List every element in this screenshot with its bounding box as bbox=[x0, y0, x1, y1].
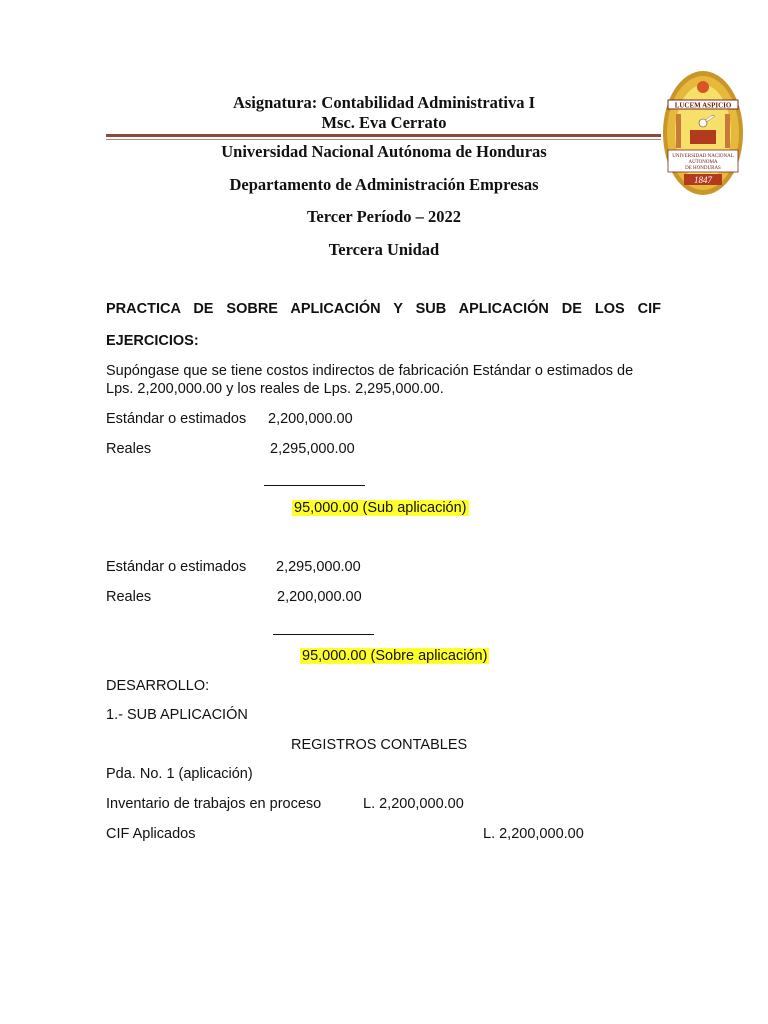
seal-name-line1: UNIVERSIDAD NACIONAL bbox=[672, 154, 734, 159]
case1-real-label: Reales bbox=[106, 441, 152, 457]
seal-year: 1847 bbox=[694, 175, 712, 185]
header-rule-thin bbox=[106, 139, 661, 140]
case1-result: 95,000.00 (Sub aplicación) bbox=[294, 500, 467, 516]
university-seal-logo bbox=[662, 70, 744, 196]
seal-motto: LUCEM ASPICIO bbox=[674, 101, 732, 110]
case2-standard-label: Estándar o estimados bbox=[106, 559, 247, 575]
entry-name: Pda. No. 1 (aplicación) bbox=[106, 766, 253, 782]
case1-standard-label: Estándar o estimados bbox=[106, 411, 247, 427]
seal-name-line2: AUTONOMA bbox=[688, 160, 718, 165]
department-name: Departamento de Administración Empresas bbox=[229, 175, 539, 194]
unit-label: Tercera Unidad bbox=[328, 240, 440, 259]
teacher-name: Msc. Eva Cerrato bbox=[321, 113, 447, 132]
credit-account: CIF Aplicados bbox=[106, 826, 196, 842]
intro-line-1: Supóngase que se tiene costos indirectos de fabricación Estándar o estimados de bbox=[106, 363, 634, 379]
debit-account: Inventario de trabajos en proceso bbox=[106, 796, 322, 812]
case1-underline bbox=[264, 485, 365, 486]
exercises-label: EJERCICIOS: bbox=[106, 333, 199, 349]
credit-amount: L. 2,200,000.00 bbox=[483, 826, 584, 842]
case2-result: 95,000.00 (Sobre aplicación) bbox=[302, 648, 488, 664]
case2-real-label: Reales bbox=[106, 589, 152, 605]
intro-line-2: Lps. 2,200,000.00 y los reales de Lps. 2,295,000.00. bbox=[106, 381, 444, 397]
practice-title: PRACTICA DE SOBRE APLICACIÓN Y SUB APLICACIÓN DE LOS CIF bbox=[106, 301, 661, 317]
case2-real-value: 2,200,000.00 bbox=[277, 589, 362, 605]
debit-amount: L. 2,200,000.00 bbox=[363, 796, 464, 812]
case2-standard-value: 2,295,000.00 bbox=[276, 559, 361, 575]
section1-label: 1.- SUB APLICACIÓN bbox=[106, 707, 248, 723]
period-label: Tercer Período – 2022 bbox=[306, 207, 462, 226]
case2-underline bbox=[273, 634, 374, 635]
course-title: Asignatura: Contabilidad Administrativa I bbox=[232, 93, 536, 112]
case2-result-wrap bbox=[300, 647, 489, 665]
university-name: Universidad Nacional Autónoma de Honduras bbox=[221, 142, 547, 161]
records-title: REGISTROS CONTABLES bbox=[291, 737, 468, 753]
seal-name-line3: DE HONDURAS bbox=[685, 166, 721, 171]
header-rule bbox=[106, 134, 661, 137]
case1-real-value: 2,295,000.00 bbox=[270, 441, 355, 457]
case1-result-wrap bbox=[292, 499, 469, 517]
development-label: DESARROLLO: bbox=[106, 678, 210, 694]
case1-standard-value: 2,200,000.00 bbox=[268, 411, 353, 427]
